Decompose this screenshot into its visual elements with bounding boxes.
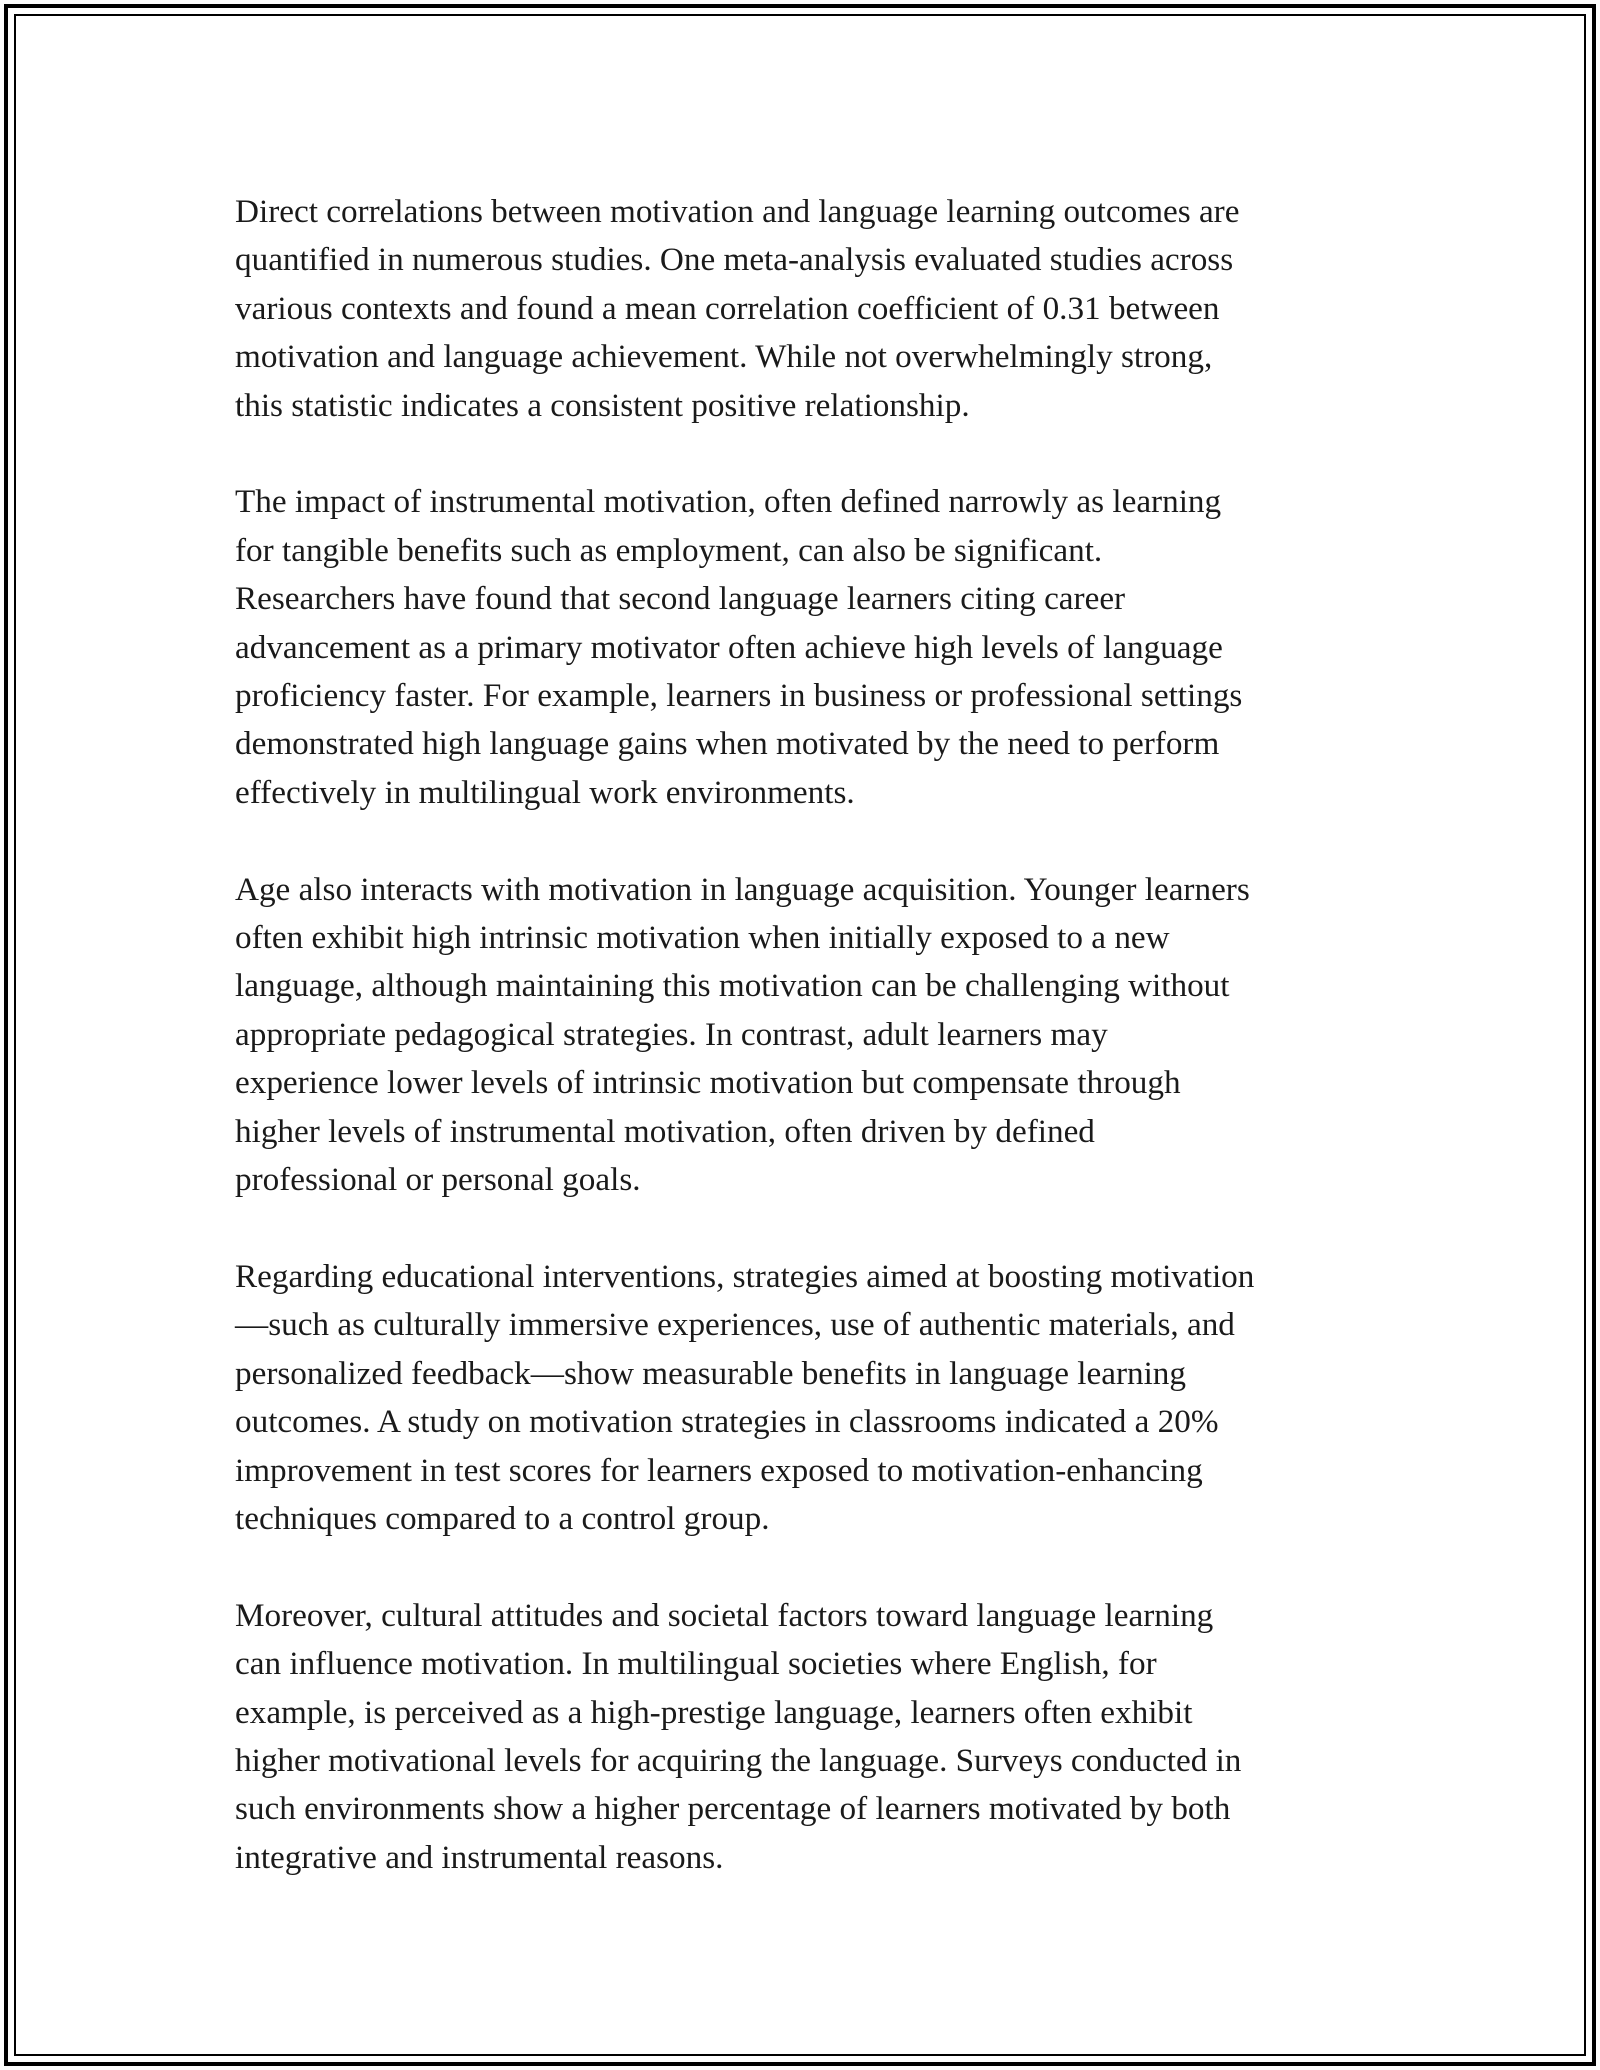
text-line: experience lower levels of intrinsic motivation but compensate through bbox=[235, 1064, 1181, 1102]
paragraph-correlations bbox=[235, 188, 1375, 430]
text-line: professional or personal goals. bbox=[235, 1161, 641, 1199]
text-line: personalized feedback—show measurable benefits in language learning bbox=[235, 1354, 1186, 1392]
text-line: integrative and instrumental reasons. bbox=[235, 1838, 724, 1876]
text-line: The impact of instrumental motivation, often defined narrowly as learning bbox=[235, 483, 1222, 521]
text-line: effectively in multilingual work environments. bbox=[235, 773, 855, 811]
text-line: example, is perceived as a high-prestige language, learners often exhibit bbox=[235, 1693, 1193, 1731]
text-line: various contexts and found a mean correlation coefficient of 0.31 between bbox=[235, 289, 1220, 327]
text-line: —such as culturally immersive experiences, use of authentic materials, and bbox=[235, 1306, 1235, 1344]
text-line: Age also interacts with motivation in language acquisition. Younger learners bbox=[235, 870, 1250, 908]
text-line: motivation and language achievement. While not overwhelmingly strong, bbox=[235, 338, 1213, 376]
text-line: Regarding educational interventions, strategies aimed at boosting motivation bbox=[235, 1257, 1255, 1295]
paragraph-cultural-attitudes bbox=[235, 1592, 1375, 1882]
text-line: proficiency faster. For example, learners in business or professional settings bbox=[235, 677, 1243, 715]
text-line: language, although maintaining this motivation can be challenging without bbox=[235, 967, 1230, 1005]
text-line: quantified in numerous studies. One meta-analysis evaluated studies across bbox=[235, 241, 1234, 279]
document-body bbox=[235, 188, 1375, 1931]
text-line: advancement as a primary motivator often achieve high levels of language bbox=[235, 628, 1223, 666]
text-line: higher levels of instrumental motivation, often driven by defined bbox=[235, 1112, 1095, 1150]
paragraph-educational-interventions bbox=[235, 1253, 1375, 1543]
paragraph-age bbox=[235, 866, 1375, 1205]
text-line: often exhibit high intrinsic motivation when initially exposed to a new bbox=[235, 919, 1170, 957]
text-line: demonstrated high language gains when motivated by the need to perform bbox=[235, 725, 1220, 763]
paragraph-instrumental-motivation bbox=[235, 478, 1375, 817]
text-line: Moreover, cultural attitudes and societal factors toward language learning bbox=[235, 1596, 1214, 1634]
text-line: Direct correlations between motivation and language learning outcomes are bbox=[235, 193, 1240, 230]
text-line: improvement in test scores for learners exposed to motivation-enhancing bbox=[235, 1451, 1203, 1489]
text-line: can influence motivation. In multilingual societies where English, for bbox=[235, 1645, 1157, 1683]
text-line: appropriate pedagogical strategies. In contrast, adult learners may bbox=[235, 1015, 1108, 1053]
text-line: Researchers have found that second language learners citing career bbox=[235, 580, 1126, 618]
text-line: higher motivational levels for acquiring the language. Surveys conducted in bbox=[235, 1741, 1242, 1779]
text-line: outcomes. A study on motivation strategies in classrooms indicated a 20% bbox=[235, 1403, 1219, 1441]
text-line: for tangible benefits such as employment, can also be significant. bbox=[235, 531, 1103, 569]
text-line: techniques compared to a control group. bbox=[235, 1499, 770, 1537]
text-line: such environments show a higher percentage of learners motivated by both bbox=[235, 1790, 1231, 1828]
text-line: this statistic indicates a consistent positive relationship. bbox=[235, 386, 970, 424]
